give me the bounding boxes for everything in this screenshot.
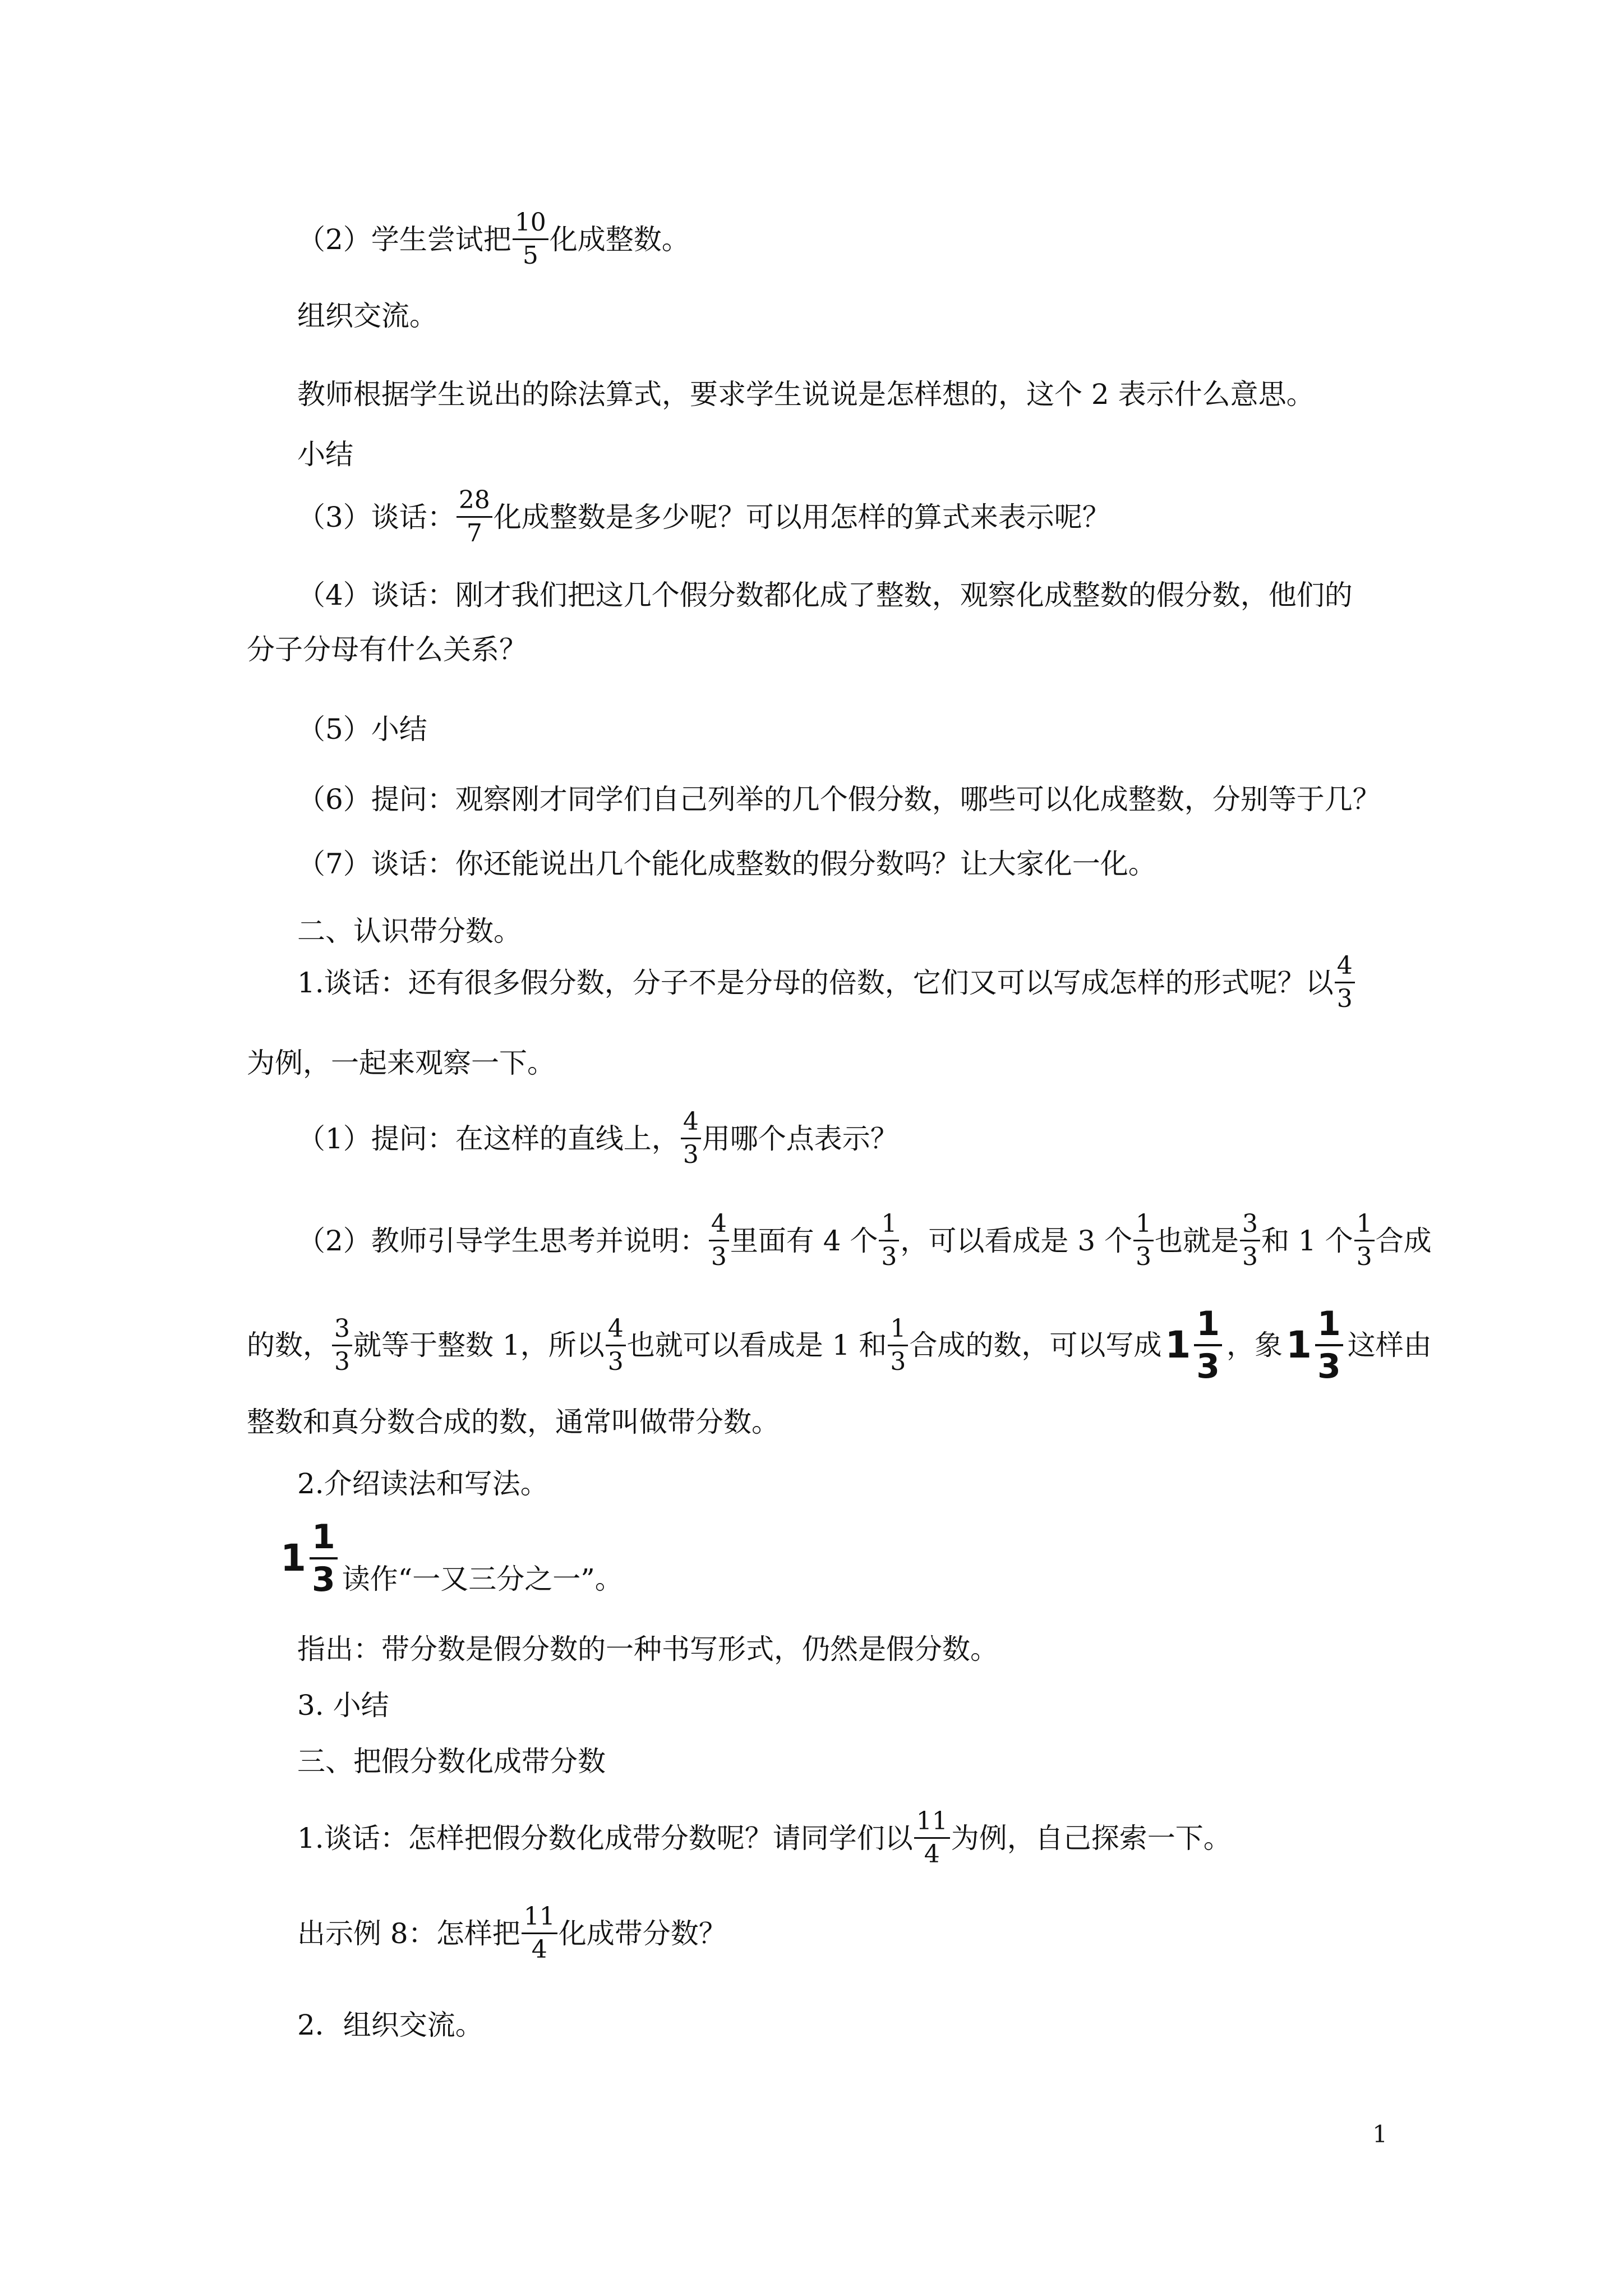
whole-part: 1 (1165, 1323, 1191, 1366)
paragraph (247, 1304, 1432, 1386)
numerator: 4 (709, 1212, 729, 1241)
numerator: 4 (681, 1110, 701, 1139)
paragraph: 2．组织交流。 (297, 2009, 483, 2041)
fraction (513, 210, 548, 268)
text: 也就可以看成是 1 和 (626, 1329, 887, 1361)
denominator: 3 (1356, 1243, 1372, 1271)
fraction (914, 1809, 950, 1867)
numerator: 1 (888, 1317, 908, 1346)
paragraph (297, 1904, 727, 1962)
paragraph: 分子分母有什么关系？ (247, 633, 527, 666)
text: 的数， (247, 1329, 331, 1361)
paragraph-step-2 (297, 210, 690, 268)
paragraph: （4）谈话：刚才我们把这几个假分数都化成了整数，观察化成整数的假分数，他们的 (297, 579, 1353, 611)
numerator: 3 (332, 1317, 352, 1346)
numerator: 28 (457, 488, 492, 518)
fraction (709, 1209, 729, 1271)
paragraph: （5）小结 (297, 713, 427, 746)
fraction (1315, 1304, 1343, 1386)
paragraph (297, 1809, 1232, 1867)
mixed-number (1165, 1304, 1223, 1386)
text: 就等于整数 1，所以 (353, 1329, 605, 1361)
fraction (1240, 1209, 1260, 1271)
mixed-number (1286, 1304, 1344, 1386)
denominator: 3 (607, 1347, 624, 1376)
section-heading: 三、把假分数化成带分数 (297, 1745, 606, 1778)
paragraph (280, 1517, 623, 1599)
numerator: 4 (1335, 954, 1355, 983)
text: 合成的数，可以写成 (909, 1329, 1162, 1361)
fraction (522, 1904, 557, 1962)
text: 1.谈话：还有很多假分数，分子不是分母的倍数，它们又可以写成怎样的形式呢？以 (297, 966, 1334, 999)
text: 读作“一又三分之一”。 (342, 1563, 623, 1595)
numerator: 1 (1315, 1307, 1343, 1346)
text: 合成 (1375, 1224, 1432, 1257)
text: 和 1 个 (1261, 1224, 1353, 1257)
text: 出示例 8：怎样把 (297, 1917, 520, 1950)
numerator: 3 (1240, 1212, 1260, 1241)
denominator: 3 (683, 1140, 699, 1169)
fraction (681, 1107, 701, 1169)
text: 里面有 4 个 (730, 1224, 878, 1257)
denominator: 3 (311, 1560, 335, 1599)
text: ，象 (1227, 1329, 1283, 1361)
paragraph: 小结 (297, 438, 353, 471)
paragraph (297, 1209, 1432, 1271)
denominator: 3 (1336, 984, 1353, 1013)
numerator: 1 (1354, 1212, 1375, 1241)
text: 也就是 (1155, 1224, 1239, 1257)
text: 化成整数是多少呢？可以用怎样的算式来表示呢？ (493, 500, 1110, 533)
text: （1）提问：在这样的直线上， (297, 1122, 680, 1155)
paragraph: 整数和真分数合成的数，通常叫做带分数。 (247, 1406, 780, 1438)
paragraph: 2.介绍读法和写法。 (297, 1467, 548, 1500)
numerator: 10 (513, 210, 548, 240)
fraction (310, 1517, 338, 1599)
numerator: 11 (522, 1904, 557, 1934)
text: （2）学生尝试把 (297, 223, 511, 256)
denominator: 7 (466, 519, 482, 547)
denominator: 4 (924, 1840, 940, 1869)
paragraph (297, 951, 1356, 1013)
text: 这样由 (1347, 1329, 1432, 1361)
whole-part: 1 (280, 1536, 306, 1580)
mixed-number (280, 1517, 339, 1599)
page-number: 1 (1372, 2120, 1387, 2148)
text: 化成带分数？ (558, 1917, 727, 1950)
denominator: 3 (1136, 1243, 1152, 1271)
fraction (457, 488, 492, 546)
numerator: 1 (879, 1212, 899, 1241)
numerator: 4 (606, 1317, 626, 1346)
denominator: 3 (1242, 1243, 1258, 1271)
whole-part: 1 (1286, 1323, 1312, 1366)
paragraph: （6）提问：观察刚才同学们自己列举的几个假分数，哪些可以化成整数，分别等于几？ (297, 783, 1381, 816)
denominator: 3 (1196, 1347, 1220, 1386)
text: 为例，自己探索一下。 (951, 1821, 1232, 1855)
numerator: 11 (914, 1809, 950, 1839)
denominator: 3 (711, 1243, 727, 1271)
text: （3）谈话： (297, 500, 455, 533)
fraction (1194, 1304, 1222, 1386)
paragraph: 3. 小结 (297, 1689, 389, 1722)
denominator: 3 (890, 1347, 906, 1376)
denominator: 3 (334, 1347, 350, 1376)
paragraph-step-3 (297, 488, 1110, 546)
denominator: 3 (1317, 1347, 1341, 1386)
paragraph: 教师根据学生说出的除法算式，要求学生说说是怎样想的，这个 2 表示什么意思。 (297, 378, 1315, 411)
paragraph (297, 1107, 898, 1169)
fraction (1133, 1209, 1154, 1271)
numerator: 1 (1194, 1307, 1222, 1346)
fraction (879, 1209, 899, 1271)
numerator: 1 (1133, 1212, 1154, 1241)
fraction (332, 1314, 352, 1376)
section-heading: 二、认识带分数。 (297, 915, 522, 947)
denominator: 4 (531, 1935, 547, 1964)
denominator: 5 (522, 241, 538, 270)
fraction (1354, 1209, 1375, 1271)
paragraph: 组织交流。 (297, 300, 437, 332)
fraction (888, 1314, 908, 1376)
paragraph: 为例，一起来观察一下。 (247, 1047, 555, 1079)
fraction (606, 1314, 626, 1376)
paragraph: （7）谈话：你还能说出几个能化成整数的假分数吗？让大家化一化。 (297, 848, 1156, 880)
text: 1.谈话：怎样把假分数化成带分数呢？请同学们以 (297, 1821, 913, 1855)
text: ，可以看成是 3 个 (900, 1224, 1133, 1257)
denominator: 3 (881, 1243, 897, 1271)
numerator: 1 (310, 1520, 338, 1559)
text: 化成整数。 (549, 223, 690, 256)
fraction (1335, 951, 1355, 1013)
paragraph: 指出：带分数是假分数的一种书写形式，仍然是假分数。 (297, 1633, 998, 1665)
text: （2）教师引导学生思考并说明： (297, 1224, 708, 1257)
text: 用哪个点表示？ (702, 1122, 898, 1155)
